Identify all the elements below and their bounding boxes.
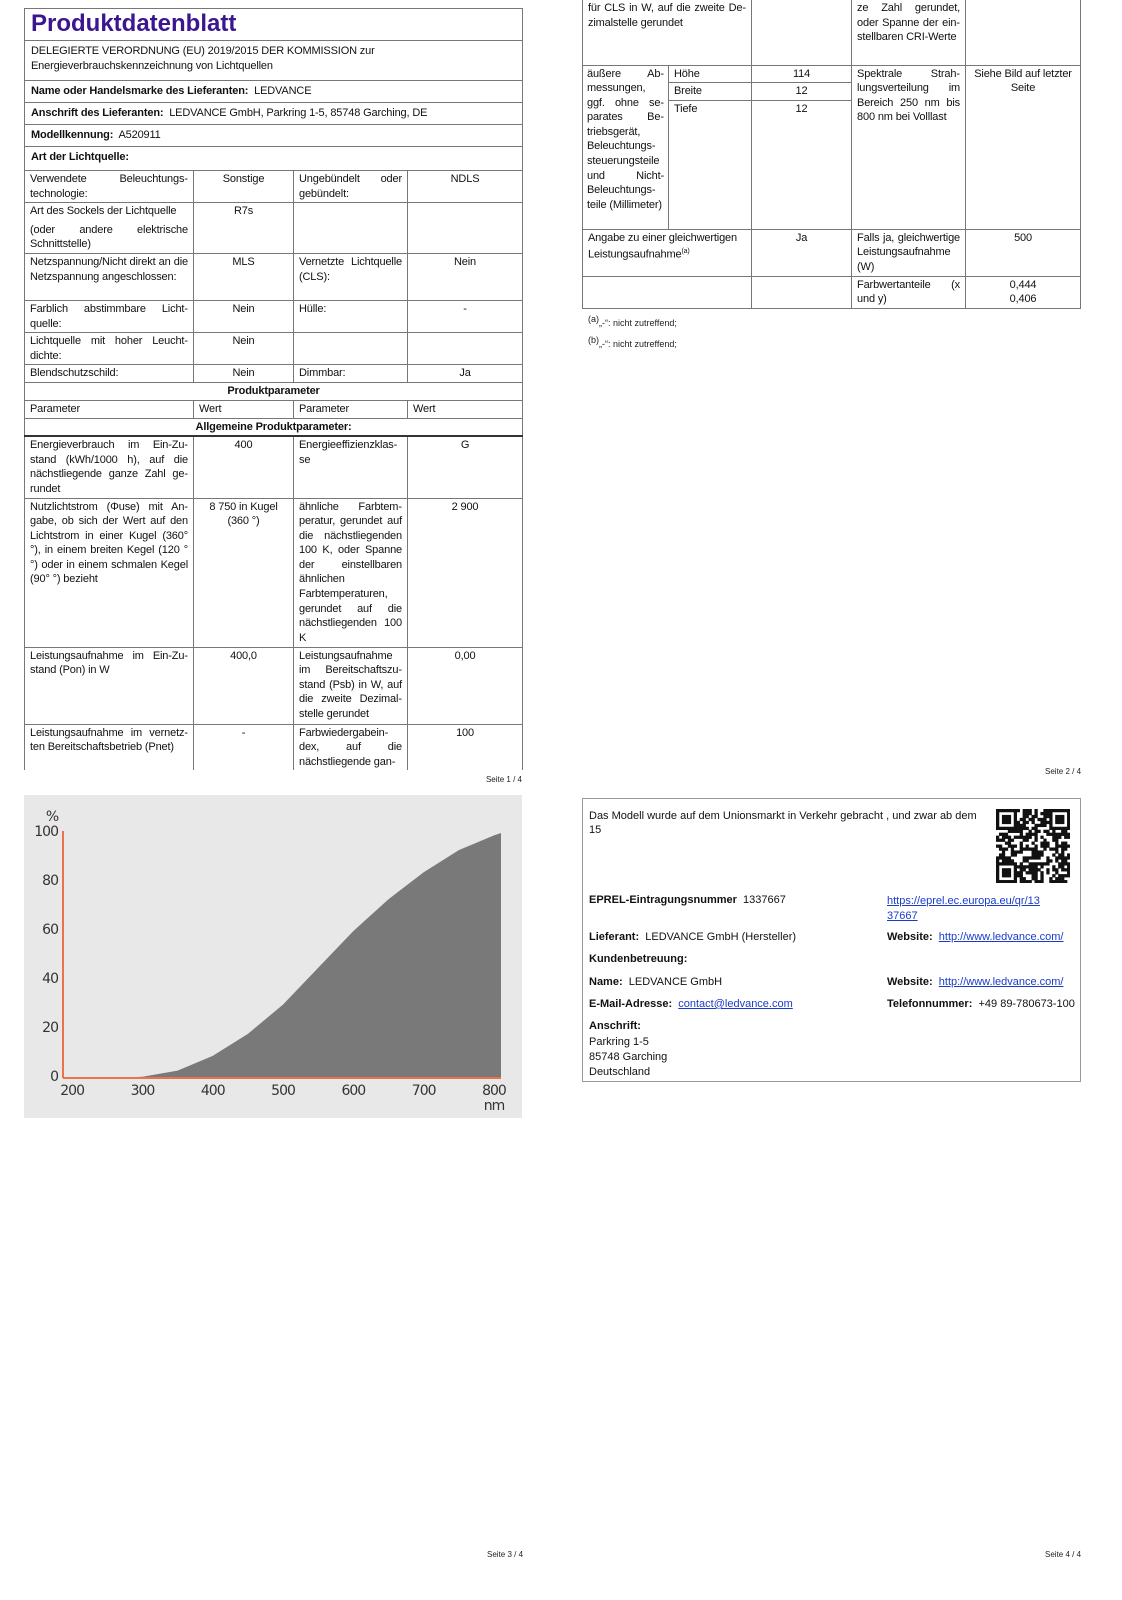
param-value: NDLS [408, 171, 523, 203]
table-row [25, 724, 523, 770]
footnote-marker: (b) [588, 334, 599, 345]
param-label: ze Zahl gerundet, oder Spanne der einstellbaren CRI-Werte [852, 0, 966, 65]
param-value: 400 [194, 436, 294, 498]
param-label: Leistungsaufnahme im vernetzten Bereitschaftsbetrieb (Pnet) [25, 724, 194, 770]
table-row [25, 647, 523, 724]
param-label: ähnliche Farbtemperatur, gerundet auf die nächstliegenden 100 K, oder Spanne der einstellbaren ähnlichen Farbtemperaturen, gerundet auf die nächstliegenden 100 K [294, 498, 408, 647]
page-3 [24, 795, 522, 1118]
table-row [25, 203, 523, 254]
param-value: MLS [194, 253, 294, 300]
column-header: Wert [408, 400, 523, 418]
general-params-heading: Allgemeine Produktparameter: [25, 418, 523, 436]
model-label: Modellkennung: [31, 129, 114, 141]
table-row [25, 498, 523, 647]
param-label: Farblich abstimmbare Lichtquelle: [25, 300, 194, 332]
param-label: Vernetzte Lichtquelle (CLS): [294, 253, 408, 300]
param-label: Leistungsaufnahme im Bereitschaftszustand (Psb) in W, auf die zweite Dezimalstelle gerundet [294, 647, 408, 724]
column-header: Parameter [294, 400, 408, 418]
dimension-value: 12 [752, 83, 852, 101]
param-value: Sonstige [194, 171, 294, 203]
page-number: Seite 2 / 4 [1045, 767, 1082, 776]
spectral-label: Spektrale Strahlungsverteilung im Bereich 250 nm bis 800 nm bei Volllast [852, 65, 966, 229]
support-name: LEDVANCE GmbH [628, 976, 723, 988]
email-link[interactable]: contact@ledvance.com [678, 998, 793, 1010]
x-tick-label: 600 [341, 1083, 366, 1100]
table-row [25, 171, 523, 203]
eprel-number: 1337667 [743, 894, 786, 906]
market-text: Das Modell wurde auf dem Unionsmarkt in Verkehr gebracht , und zwar ab dem 15 [589, 810, 977, 836]
page-1 [24, 8, 522, 785]
eprel-link[interactable]: https://eprel.ec.europa.eu/qr/13 [887, 895, 1040, 907]
dimensions-label: äußere Abmessungen, ggf. ohne separates Betriebsgerät, Beleuchtungssteuerungsteile und Nicht-Beleuchtungsteile (Millimeter) [583, 65, 669, 229]
param-label: Dimmbar: [294, 365, 408, 383]
spectral-distribution-chart [24, 795, 522, 1118]
y-tick-label: 60 [42, 922, 58, 939]
column-header: Parameter [25, 400, 194, 418]
dimension-value: 12 [752, 100, 852, 229]
y-tick-label: 0 [50, 1069, 58, 1086]
table-row [25, 333, 523, 365]
param-label: Farbwertanteile (x und y) [852, 276, 966, 308]
page-2 [582, 0, 1080, 351]
param-value: Ja [408, 365, 523, 383]
light-source-type-label: Art der Lichtquelle: [25, 147, 523, 171]
column-header: Wert [194, 400, 294, 418]
table-row [25, 436, 523, 498]
x-tick-label: 400 [200, 1083, 225, 1100]
param-label: Lichtquelle mit hoher Leuchtdichte: [25, 333, 194, 365]
param-label: Falls ja, gleichwertige Leistungsaufnahme (W) [852, 229, 966, 276]
x-axis-label: nm [483, 1098, 505, 1115]
param-value: - [408, 300, 523, 332]
address-label: Anschrift: [589, 1020, 641, 1032]
support-website-link[interactable]: http://www.ledvance.com/ [938, 976, 1064, 988]
supplier-address-label: Anschrift des Lieferanten: [31, 107, 164, 119]
product-sheet-table [24, 8, 523, 770]
table-row [25, 253, 523, 300]
page-number: Seite 1 / 4 [485, 775, 522, 785]
phone-label: Telefonnummer: [887, 998, 973, 1010]
x-tick-label: 300 [130, 1083, 155, 1100]
spectral-value: Siehe Bild auf letzter Seite [966, 65, 1081, 229]
address-line: Parkring 1-5 [589, 1036, 649, 1048]
param-label: Leistungsaufnahme im Ein-Zustand (Pon) in W [25, 647, 194, 724]
footnote-marker: (a) [588, 313, 599, 324]
column-headers [25, 400, 523, 418]
y-tick-label: 40 [42, 971, 58, 988]
product-sheet-table-continued [582, 0, 1081, 309]
param-label: Nutzlichtstrom (Φuse) mit Angabe, ob sich der Wert auf den Lichtstrom in einer Kugel (360° °), in einem breiten Kegel (120 °°) oder in einem schmalen Kegel (90° °) bezieht [25, 498, 194, 647]
param-value: - [194, 724, 294, 770]
param-label: für CLS in W, auf die zweite Dezimalstelle gerundet [583, 0, 752, 65]
website-label: Website: [887, 976, 933, 988]
footnote-text: „-“: nicht zutreffend; [599, 338, 677, 349]
page-number: Seite 4 / 4 [1045, 1550, 1082, 1559]
phone-number: +49 89-780673-100 [978, 998, 1075, 1010]
x-tick-label: 800 [482, 1083, 506, 1100]
param-value: 500 [966, 229, 1081, 276]
y-tick-label: 80 [42, 873, 58, 890]
param-note: (oder andere elektrische Schnittstelle) [30, 223, 188, 251]
website-link[interactable]: http://www.ledvance.com/ [938, 931, 1064, 943]
eprel-label: EPREL-Eintragungsnummer [589, 894, 737, 906]
param-value: Nein [194, 300, 294, 332]
param-label: Hülle: [294, 300, 408, 332]
supplier-name: LEDVANCE [254, 85, 312, 97]
param-label: Netzspannung/Nicht direkt an die Netzspannung angeschlossen: [25, 253, 194, 300]
regulation-text: DELEGIERTE VERORDNUNG (EU) 2019/2015 DER KOMMISSION zur Energieverbrauchskennzeichnung von Lichtquellen [25, 41, 523, 81]
dimension-name: Höhe [669, 65, 752, 83]
eprel-link-cont[interactable]: 37667 [887, 910, 918, 922]
supplier-name-label: Name oder Handelsmarke des Lieferanten: [31, 85, 249, 97]
param-label: Verwendete Beleuchtungstechnologie: [25, 171, 194, 203]
y-tick-label: 20 [42, 1020, 58, 1037]
y-axis-label: % [45, 809, 59, 826]
page-4-info-box [582, 798, 1081, 1082]
dimension-value: 114 [752, 65, 852, 83]
product-params-heading: Produktparameter [25, 382, 523, 400]
param-label: Farbwiedergabeindex, auf die nächstliegende gan- [294, 724, 408, 770]
param-value: 2 900 [408, 498, 523, 647]
page-number: Seite 3 / 4 [487, 1550, 524, 1559]
param-label: Ungebündelt oder gebündelt: [294, 171, 408, 203]
x-tick-label: 200 [60, 1083, 85, 1100]
param-value: 0,00 [408, 647, 523, 724]
y-tick-label: 100 [34, 824, 58, 841]
param-value: 8 750 in Kugel (360 °) [194, 498, 294, 647]
param-value: Nein [194, 333, 294, 365]
customer-support-label: Kundenbetreuung: [589, 953, 688, 965]
chroma-y: 0,406 [1009, 293, 1037, 306]
footnote-text: „-“: nicht zutreffend; [599, 317, 677, 328]
param-label: Art des Sockels der Lichtquelle [30, 205, 177, 218]
param-value: R7s [194, 203, 294, 254]
param-value: 100 [408, 724, 523, 770]
footnote [582, 333, 1080, 351]
page-title: Produktdatenblatt [31, 10, 237, 37]
footnote [582, 312, 1080, 330]
param-label: Energieverbrauch im Ein-Zustand (kWh/1000 h), auf die nächstliegende ganze Zahl gerundet [25, 436, 194, 498]
x-tick-label: 500 [271, 1083, 295, 1100]
param-value: Nein [408, 253, 523, 300]
website-label: Website: [887, 931, 933, 943]
param-value: Ja [752, 229, 852, 276]
footnote-ref: (a) [681, 248, 690, 256]
chroma-x: 0,444 [1009, 278, 1037, 291]
param-label: Energieeffizienzklasse [294, 436, 408, 498]
left-column [24, 8, 522, 1118]
qr-code-icon[interactable] [996, 809, 1070, 883]
supplier-address: LEDVANCE GmbH, Parkring 1-5, 85748 Garching, DE [169, 107, 428, 119]
x-tick-label: 700 [411, 1083, 436, 1100]
name-label: Name: [589, 976, 623, 988]
param-label: Blendschutzschild: [25, 365, 194, 383]
address-line: 85748 Garching [589, 1051, 668, 1063]
table-row [25, 300, 523, 332]
equivalent-power-question: Angabe zu einer gleichwertigen Leistungsaufnahme [588, 231, 737, 261]
dimension-name: Tiefe [669, 100, 752, 229]
dimension-name: Breite [669, 83, 752, 101]
email-label: E-Mail-Adresse: [589, 998, 673, 1010]
param-value: G [408, 436, 523, 498]
param-value: 400,0 [194, 647, 294, 724]
model-id: A520911 [118, 129, 161, 141]
param-value: Nein [194, 365, 294, 383]
table-row [25, 365, 523, 383]
address-line: Deutschland [589, 1066, 651, 1078]
supplier: LEDVANCE GmbH (Hersteller) [645, 931, 797, 943]
supplier-label: Lieferant: [589, 931, 640, 943]
